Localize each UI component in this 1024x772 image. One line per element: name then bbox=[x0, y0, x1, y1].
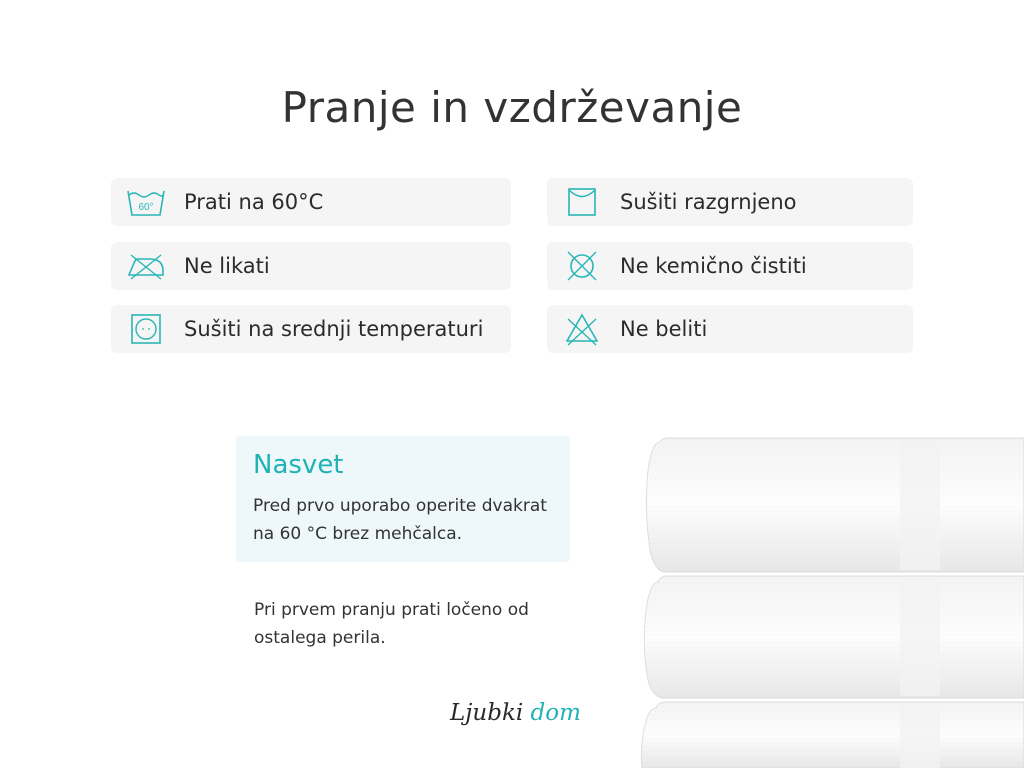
care-item-label: Ne likati bbox=[184, 254, 270, 278]
care-item-label: Prati na 60°C bbox=[184, 190, 324, 214]
tip-text: Pred prvo uporabo operite dvakrat na 60 °C brez mehčalca. bbox=[253, 496, 547, 544]
care-item-no-iron bbox=[111, 242, 511, 290]
care-item-label: Ne beliti bbox=[620, 317, 708, 341]
tip-title: Nasvet bbox=[253, 450, 344, 480]
page-title: Pranje in vzdrževanje bbox=[281, 83, 743, 133]
care-item-label: Sušiti razgrnjeno bbox=[620, 190, 797, 214]
care-item-wash-60 bbox=[111, 178, 511, 226]
no-dry-clean-icon bbox=[562, 246, 602, 286]
no-iron-icon bbox=[126, 246, 166, 286]
tumble-dry-medium-icon bbox=[126, 309, 166, 349]
wash-60-icon bbox=[126, 182, 166, 222]
care-item-label: Sušiti na srednji temperaturi bbox=[184, 317, 484, 341]
care-item-label: Ne kemično čistiti bbox=[620, 254, 807, 278]
dry-flat-icon bbox=[562, 182, 602, 222]
care-item-no-bleach bbox=[547, 305, 913, 353]
svg-text:60°: 60° bbox=[138, 202, 154, 213]
towel-stack-image bbox=[630, 430, 1024, 768]
tip-box bbox=[236, 436, 570, 562]
care-item-tumble-dry bbox=[111, 305, 511, 353]
logo-word-2: dom bbox=[530, 700, 581, 726]
brand-logo bbox=[450, 700, 581, 726]
care-item-no-dry-clean bbox=[547, 242, 913, 290]
logo-word-1: Ljubki bbox=[450, 700, 524, 726]
washing-note: Pri prvem pranju prati ločeno od ostalega perila. bbox=[254, 600, 529, 648]
care-item-dry-flat bbox=[547, 178, 913, 226]
no-bleach-icon bbox=[562, 309, 602, 349]
